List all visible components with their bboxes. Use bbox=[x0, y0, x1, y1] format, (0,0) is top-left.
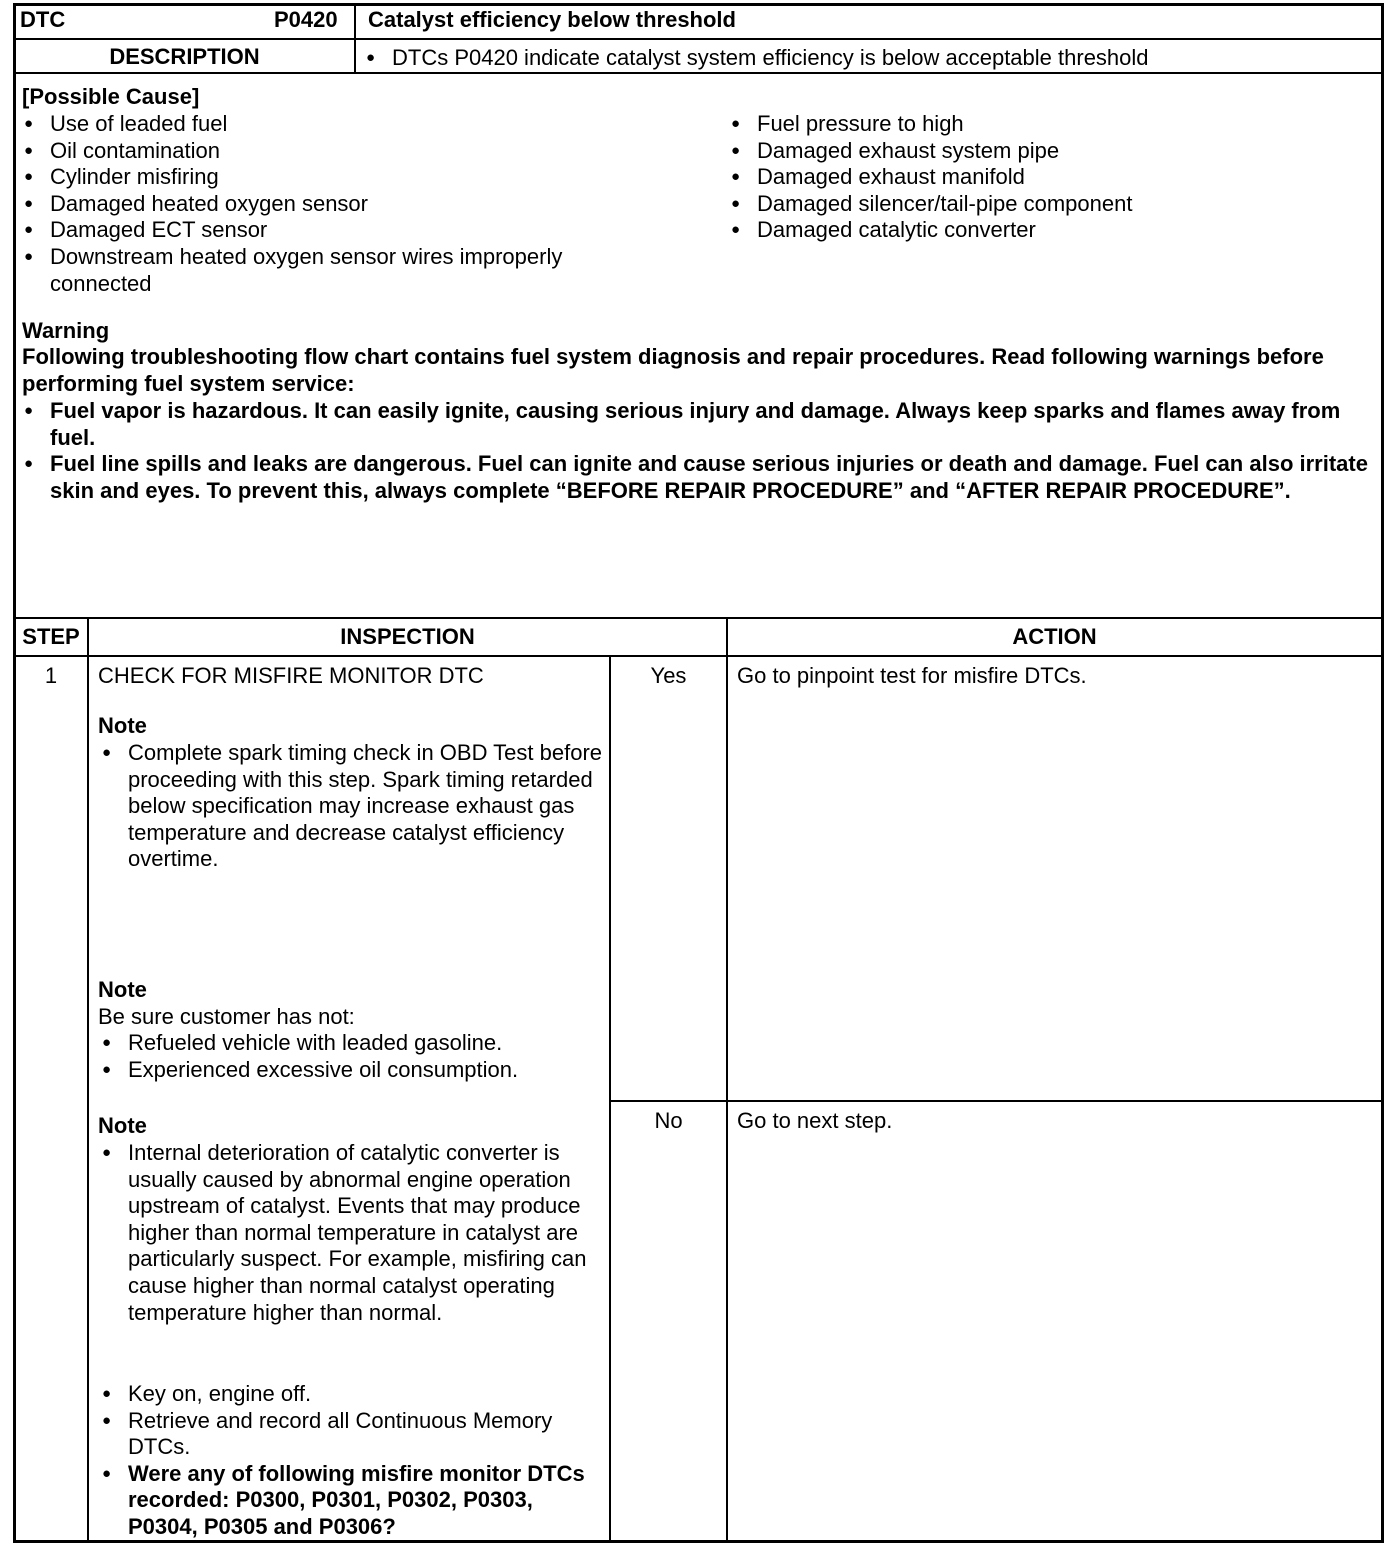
cause-item: ● Damaged catalytic converter bbox=[727, 217, 1367, 244]
yes-action: Go to pinpoint test for misfire DTCs. bbox=[737, 663, 1087, 688]
note-list bbox=[98, 1140, 603, 1326]
note-heading: Note bbox=[98, 1113, 147, 1138]
cause-item: ● Downstream heated oxygen sensor wires improperly connected bbox=[20, 244, 630, 297]
col-step-header: STEP bbox=[22, 624, 80, 649]
dtc-label: DTC bbox=[20, 7, 66, 32]
note-heading: Note bbox=[98, 713, 147, 738]
cause-item: ● Oil contamination bbox=[20, 138, 660, 165]
cause-item: ● Damaged exhaust manifold bbox=[727, 164, 1367, 191]
note-item: ● Complete spark timing check in OBD Test before proceeding with this step. Spark timing retarded below specification may increase exhaust gas temperature and decrease catalyst efficiency overtime. bbox=[98, 740, 603, 873]
note-item: ● Internal deterioration of catalytic converter is usually caused by abnormal engine operation upstream of catalyst. Events that may produce higher than normal temperature in catalyst are particularly suspect. For example, misfiring can cause higher than normal catalyst operating temperature higher than normal. bbox=[98, 1140, 603, 1326]
description-list bbox=[362, 45, 1372, 72]
cause-item: ● Fuel pressure to high bbox=[727, 111, 1367, 138]
col-action-header: ACTION bbox=[1012, 624, 1097, 649]
cause-item: ● Use of leaded fuel bbox=[20, 111, 660, 138]
step-number: 1 bbox=[44, 663, 58, 688]
description-label: DESCRIPTION bbox=[109, 44, 260, 69]
cause-item: ● Damaged silencer/tail-pipe component bbox=[727, 191, 1367, 218]
warning-list bbox=[20, 398, 1370, 504]
cause-item: ● Damaged heated oxygen sensor bbox=[20, 191, 660, 218]
warning-item: ● Fuel vapor is hazardous. It can easily ignite, causing serious injury and damage. Always keep sparks and flames away from fuel. bbox=[20, 398, 1370, 451]
note-intro: Be sure customer has not: bbox=[98, 1004, 355, 1029]
cause-item: ● Damaged exhaust system pipe bbox=[727, 138, 1367, 165]
page-title: Catalyst efficiency below threshold bbox=[368, 7, 736, 32]
warning-heading: Warning bbox=[22, 318, 110, 343]
no-label: No bbox=[654, 1108, 683, 1133]
cause-item: ● Damaged ECT sensor bbox=[20, 217, 660, 244]
procedure-list bbox=[98, 1381, 608, 1541]
no-action: Go to next step. bbox=[737, 1108, 893, 1133]
warning-intro: Following troubleshooting flow chart contains fuel system diagnosis and repair procedures. Read following warnings before performing fuel system service: bbox=[22, 344, 1324, 396]
dtc-code: P0420 bbox=[274, 7, 338, 32]
note-list bbox=[98, 740, 603, 873]
warning-item: ● Fuel line spills and leaks are dangerous. Fuel can ignite and cause serious injuries or death and damage. Fuel can also irritate skin and eyes. To prevent this, always complete “BEFORE REPAIR PROCEDURE” and “AFTER REPAIR PROCEDURE”. bbox=[20, 451, 1370, 504]
procedure-item: ● Retrieve and record all Continuous Memory DTCs. bbox=[98, 1408, 608, 1461]
question-item: ● Were any of following misfire monitor DTCs recorded: P0300, P0301, P0302, P0303, P0304, P0305 and P0306? bbox=[98, 1461, 608, 1541]
cause-item: ● Cylinder misfiring bbox=[20, 164, 660, 191]
procedure-item: ● Key on, engine off. bbox=[98, 1381, 608, 1408]
description-text: ● DTCs P0420 indicate catalyst system efficiency is below acceptable threshold bbox=[362, 45, 1372, 72]
step-title: CHECK FOR MISFIRE MONITOR DTC bbox=[98, 663, 484, 688]
col-inspection-header: INSPECTION bbox=[340, 624, 475, 649]
possible-cause-right-list bbox=[727, 111, 1367, 244]
yes-label: Yes bbox=[650, 663, 687, 688]
possible-cause-left-list bbox=[20, 111, 660, 297]
note-list bbox=[98, 1030, 603, 1083]
possible-cause-heading: [Possible Cause] bbox=[22, 84, 200, 109]
note-item: ● Refueled vehicle with leaded gasoline. bbox=[98, 1030, 603, 1057]
note-heading: Note bbox=[98, 977, 147, 1002]
note-item: ● Experienced excessive oil consumption. bbox=[98, 1057, 603, 1084]
